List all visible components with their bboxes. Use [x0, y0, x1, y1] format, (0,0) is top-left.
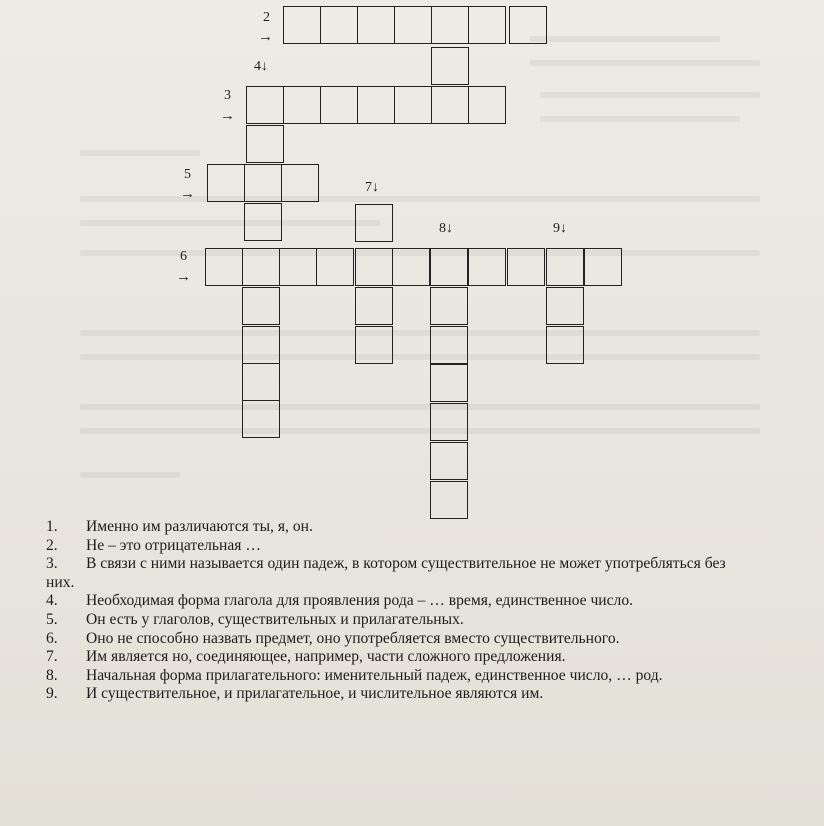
crossword-cell[interactable] — [207, 164, 245, 202]
clue-item-number: 7. — [46, 648, 58, 666]
crossword-cell[interactable] — [546, 326, 584, 364]
crossword-cell[interactable] — [205, 248, 243, 286]
crossword-cell[interactable] — [430, 326, 468, 364]
crossword-cell[interactable] — [246, 125, 284, 163]
crossword-cell[interactable] — [244, 203, 282, 241]
crossword-cell[interactable] — [355, 326, 393, 364]
crossword-cell[interactable] — [468, 6, 506, 44]
crossword-cell[interactable] — [468, 86, 506, 124]
crossword-cell[interactable] — [509, 6, 547, 44]
crossword-cell[interactable] — [355, 248, 393, 286]
clue-item-text: Не – это отрицательная … — [86, 536, 261, 554]
crossword-cell[interactable] — [392, 248, 430, 286]
crossword-cell[interactable] — [431, 86, 469, 124]
clue-item-number: 4. — [46, 592, 58, 610]
clue-item-text: Начальная форма прилагательного: именительный падеж, единственное число, … род. — [86, 666, 663, 684]
crossword-cell[interactable] — [242, 287, 280, 325]
clue-number-5: 5 — [184, 167, 191, 182]
clue-item — [46, 685, 746, 704]
crossword-cell[interactable] — [430, 287, 468, 325]
crossword-cell[interactable] — [320, 86, 358, 124]
clue-item-text: И существительное, и прилагательное, и числительное являются им. — [86, 685, 544, 703]
crossword-cell[interactable] — [507, 248, 545, 286]
clue-item — [46, 537, 746, 556]
clue-item — [46, 611, 746, 630]
crossword-cell[interactable] — [357, 6, 395, 44]
clue-number-2: 2 — [263, 10, 270, 25]
clue-item-text: Он есть у глаголов, существительных и прилагательных. — [86, 610, 464, 628]
clue-item — [46, 555, 746, 592]
crossword-cell[interactable] — [242, 248, 280, 286]
clue-list — [46, 518, 746, 704]
clue-item — [46, 667, 746, 686]
clue-item-number: 1. — [46, 518, 58, 535]
crossword-cell[interactable] — [430, 481, 468, 519]
crossword-cell[interactable] — [430, 364, 468, 402]
clue-item-number: 2. — [46, 536, 58, 554]
crossword-cell[interactable] — [430, 248, 468, 286]
clue-number-6: 6 — [180, 249, 187, 264]
crossword-cell[interactable] — [546, 287, 584, 325]
crossword-cell[interactable] — [431, 47, 469, 85]
clue-number-4-down: 4↓ — [254, 59, 268, 74]
crossword-cell[interactable] — [244, 164, 282, 202]
crossword-cell[interactable] — [283, 86, 321, 124]
clue-item — [46, 630, 746, 649]
clue-item-text: Оно не способно назвать предмет, оно употребляется вместо существительного. — [86, 629, 620, 647]
right-arrow-icon: → — [258, 29, 273, 45]
clue-number-9-down: 9↓ — [553, 221, 567, 236]
crossword-cell[interactable] — [242, 326, 280, 364]
crossword-cell[interactable] — [283, 6, 321, 44]
right-arrow-icon: → — [176, 269, 191, 285]
clue-item-number: 8. — [46, 666, 58, 684]
crossword-cell[interactable] — [430, 403, 468, 441]
crossword-cell[interactable] — [357, 86, 395, 124]
right-arrow-icon: → — [180, 186, 195, 202]
crossword-cell[interactable] — [355, 204, 393, 242]
crossword-cell[interactable] — [246, 86, 284, 124]
crossword-cell[interactable] — [430, 442, 468, 480]
clue-number-3: 3 — [224, 88, 231, 103]
clue-number-8-down: 8↓ — [439, 221, 453, 236]
crossword-cell[interactable] — [281, 164, 319, 202]
clue-item-number: 6. — [46, 629, 58, 647]
clue-item — [46, 518, 746, 537]
clue-item-number: 3. — [46, 555, 58, 573]
clue-item — [46, 592, 746, 611]
clue-item — [46, 648, 746, 667]
crossword-cell[interactable] — [468, 248, 506, 286]
clue-item-text: Необходимая форма глагола для проявления рода – … время, единственное число. — [86, 592, 634, 610]
crossword-cell[interactable] — [316, 248, 354, 286]
clue-number-7-down: 7↓ — [365, 180, 379, 195]
crossword-cell[interactable] — [394, 86, 432, 124]
clue-item-number: 9. — [46, 685, 58, 703]
crossword-cell[interactable] — [394, 6, 432, 44]
crossword-cell[interactable] — [242, 363, 280, 401]
crossword-cell[interactable] — [320, 6, 358, 44]
crossword-cell[interactable] — [431, 6, 469, 44]
crossword-cell[interactable] — [242, 400, 280, 438]
crossword-cell[interactable] — [584, 248, 622, 286]
clue-item-text: Именно им различаются ты, я, он. — [86, 518, 313, 535]
clue-item-text: В связи с ними называется один падеж, в котором существительное не может употребляться без них. — [46, 555, 726, 591]
clue-item-number: 5. — [46, 610, 58, 628]
crossword-cell[interactable] — [546, 248, 584, 286]
crossword-cell[interactable] — [355, 287, 393, 325]
clue-item-text: Им является но, соединяющее, например, части сложного предложения. — [86, 648, 566, 666]
right-arrow-icon: → — [220, 108, 235, 124]
crossword-cell[interactable] — [279, 248, 317, 286]
